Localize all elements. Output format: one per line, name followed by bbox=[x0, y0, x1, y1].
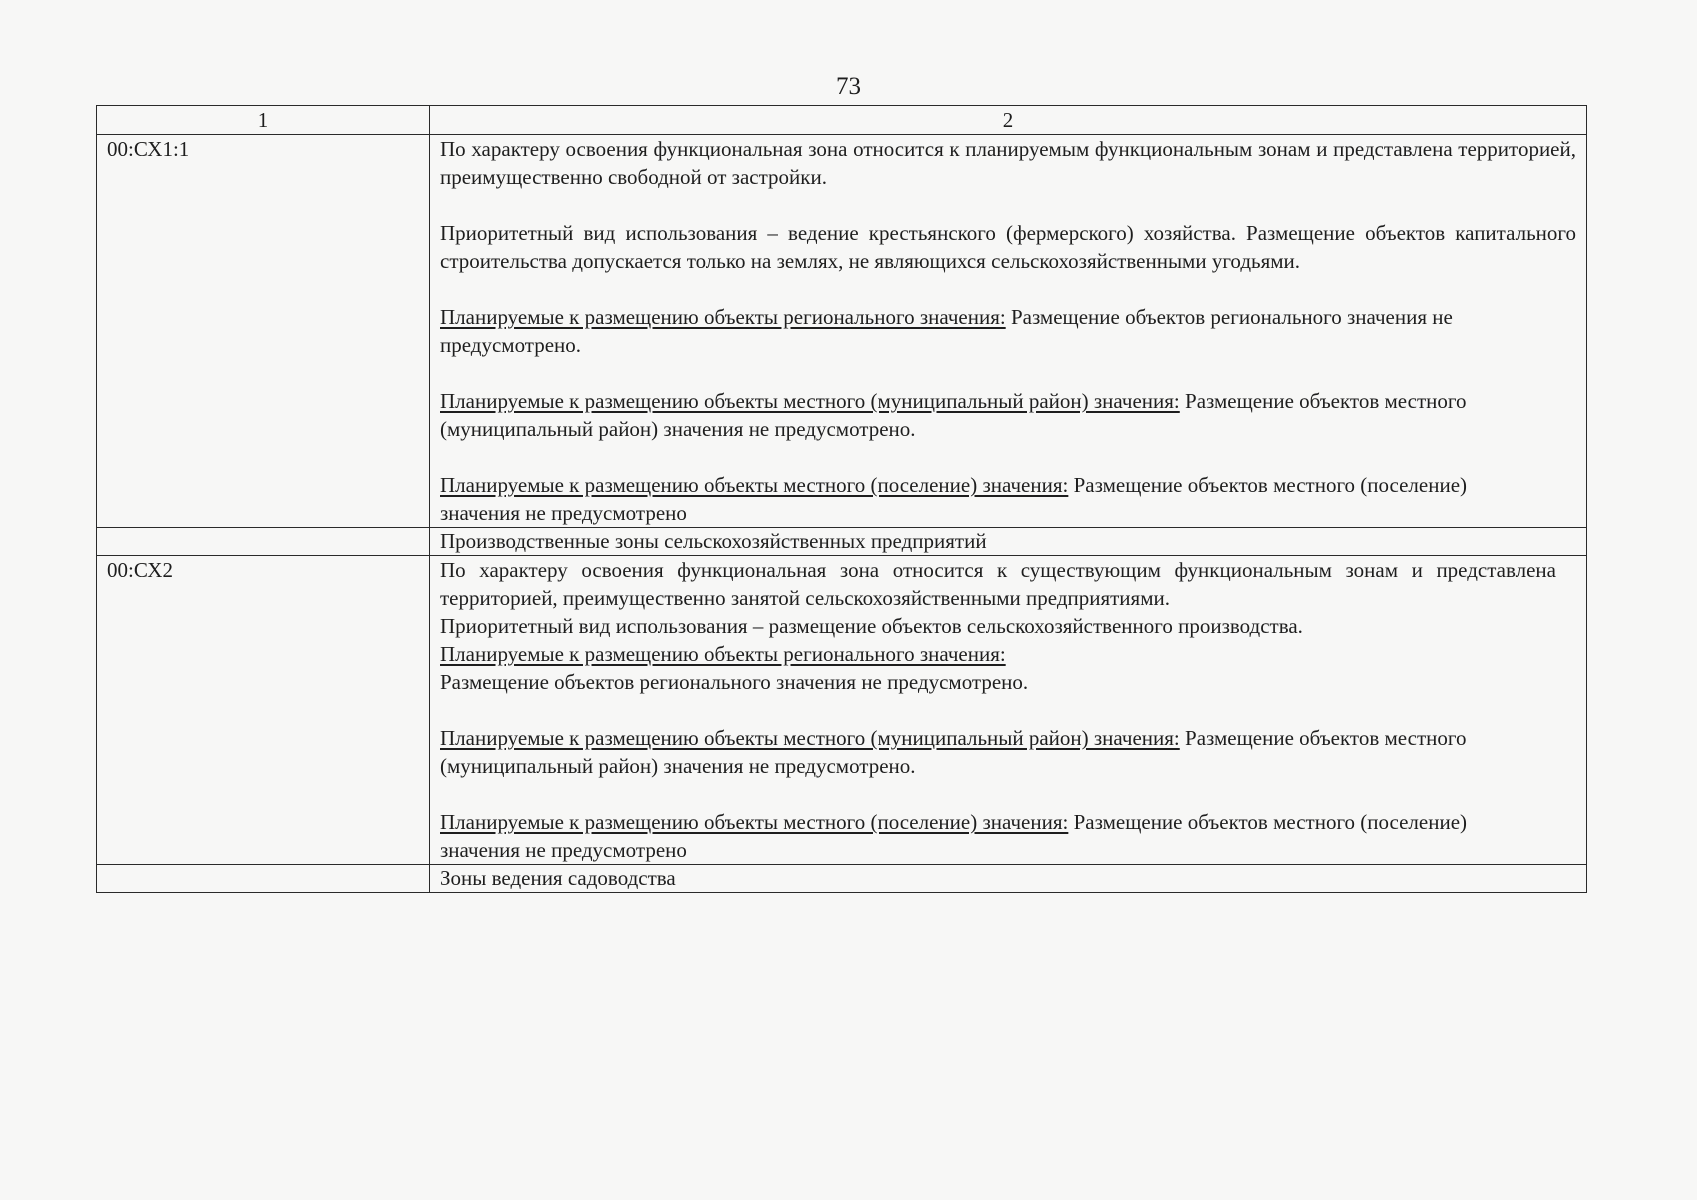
district-objects-text: Размещение объектов местного (муниципальный район) значения не предусмотрено. bbox=[440, 389, 1467, 441]
column-header-1: 1 bbox=[97, 106, 430, 135]
settlement-objects-label: Планируемые к размещению объекты местного (поселение) значения: bbox=[440, 473, 1069, 497]
district-objects-label: Планируемые к размещению объекты местного (муниципальный район) значения: bbox=[440, 389, 1180, 413]
district-objects-label: Планируемые к размещению объекты местного (муниципальный район) значения: bbox=[440, 726, 1180, 750]
table-header-row bbox=[97, 106, 1587, 135]
regional-objects-text: Размещение объектов регионального значения не предусмотрено. bbox=[440, 305, 1453, 357]
district-objects-text: Размещение объектов местного (муниципальный район) значения не предусмотрено. bbox=[440, 726, 1467, 778]
regional-objects-text-paragraph: Размещение объектов регионального значения не предусмотрено. bbox=[440, 670, 1029, 694]
settlement-objects-label: Планируемые к размещению объекты местного (поселение) значения: bbox=[440, 810, 1069, 834]
settlement-objects-text: Размещение объектов местного (поселение) значения не предусмотрено bbox=[440, 810, 1468, 862]
table-row bbox=[97, 556, 1587, 865]
regional-objects-label: Планируемые к размещению объекты регионального значения: bbox=[440, 305, 1006, 329]
category-row bbox=[97, 528, 1587, 556]
category-row bbox=[97, 865, 1587, 893]
settlement-objects-paragraph bbox=[440, 808, 1576, 864]
column-header-2: 2 bbox=[430, 106, 1587, 135]
category-title: Зоны ведения садоводства bbox=[430, 865, 1587, 893]
zone-description-cell bbox=[430, 135, 1587, 528]
zone-description-cell bbox=[430, 556, 1587, 865]
page-number: 73 bbox=[836, 73, 861, 100]
development-paragraph: По характеру освоения функциональная зона относится к существующим функциональным зонам и представлена территорией, преимущественно занятой сельскохозяйственными предприятиями. bbox=[440, 558, 1556, 610]
table-row bbox=[97, 135, 1587, 528]
district-objects-paragraph bbox=[440, 724, 1576, 780]
regional-objects-paragraph bbox=[440, 640, 1576, 668]
priority-use-paragraph: Приоритетный вид использования – ведение крестьянского (фермерского) хозяйства. Размещение объектов капитального строительства допускается только на землях, не являющихся сельскохозяйственными угодьями. bbox=[440, 221, 1576, 273]
zone-code-cell: 00:СХ2 bbox=[97, 556, 430, 865]
empty-cell bbox=[97, 865, 430, 893]
zone-code-cell: 00:СХ1:1 bbox=[97, 135, 430, 528]
zones-table bbox=[96, 105, 1587, 893]
development-paragraph: По характеру освоения функциональная зона относится к планируемым функциональным зонам и представлена территорией, преимущественно свободной от застройки. bbox=[440, 137, 1576, 189]
regional-objects-paragraph bbox=[440, 303, 1576, 359]
category-title: Производственные зоны сельскохозяйственных предприятий bbox=[430, 528, 1587, 556]
regional-objects-label: Планируемые к размещению объекты регионального значения: bbox=[440, 642, 1006, 666]
district-objects-paragraph bbox=[440, 387, 1576, 443]
priority-use-paragraph: Приоритетный вид использования – размещение объектов сельскохозяйственного производства. bbox=[440, 614, 1303, 638]
settlement-objects-text: Размещение объектов местного (поселение) значения не предусмотрено bbox=[440, 473, 1468, 525]
empty-cell bbox=[97, 528, 430, 556]
settlement-objects-paragraph bbox=[440, 471, 1576, 527]
